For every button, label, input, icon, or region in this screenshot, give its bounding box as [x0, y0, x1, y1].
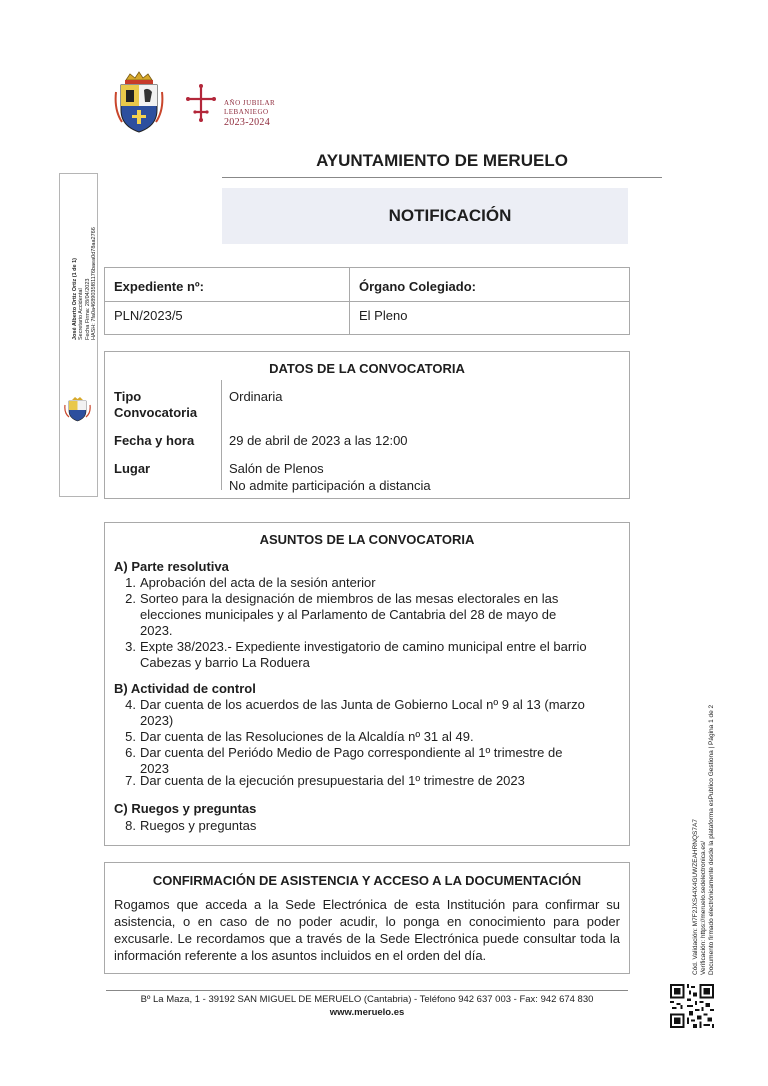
agenda-item-text: Expte 38/2023.- Expediente investigatorio de camino municipal entre el barrio	[140, 639, 587, 654]
agenda-item-number: 1.	[125, 575, 136, 590]
agenda-item-number: 7.	[125, 773, 136, 788]
town-title: AYUNTAMIENTO DE MERUELO	[316, 151, 568, 170]
agenda-item	[120, 575, 620, 591]
agenda-item-text: Dar cuenta de las Resoluciones de la Alcaldía nº 31 al 49.	[140, 729, 474, 744]
expediente-table	[104, 267, 630, 335]
confirmation-title: CONFIRMACIÓN DE ASISTENCIA Y ACCESO A LA DOCUMENTACIÓN	[152, 873, 582, 888]
agenda-item-text: Aprobación del acta de la sesión anterior	[140, 575, 376, 590]
lugar-value-line-1: Salón de Plenos	[229, 461, 324, 476]
section-heading: C) Ruegos y preguntas	[114, 801, 257, 816]
agenda-item	[120, 729, 620, 745]
agenda-item-number: 5.	[125, 729, 136, 744]
agenda-item-number: 8.	[125, 818, 136, 833]
signature-lines	[72, 227, 98, 340]
agenda-item-text: Ruegos y preguntas	[140, 818, 257, 833]
expediente-label: Expediente nº:	[114, 279, 204, 294]
tipo-value: Ordinaria	[229, 389, 283, 404]
convocatoria-column-divider	[221, 380, 222, 490]
agenda-item-text: 2023.	[140, 623, 173, 638]
confirmation-body: Rogamos que acceda a la Sede Electrónica de esta Institución para confirmar su asistencia, o en caso de no poder acudir, lo ponga en conocimiento para poder excusarle. Le recordamos que a través de la Sede Electrónica puede consultar toda la información referente a los asuntos incluidos en el orden del día.	[114, 897, 620, 963]
expediente-value: PLN/2023/5	[114, 308, 183, 323]
jubilee-line-2: LEBANIEGO	[224, 108, 269, 116]
agenda-item-text: Sorteo para la designación de miembros de las mesas electorales en las	[140, 591, 559, 606]
agenda-item-text: 2023)	[140, 713, 174, 728]
document-type-title: NOTIFICACIÓN	[388, 206, 512, 225]
signer-name: José Alberto Ortiz Ortiz (1 de 1)	[72, 257, 78, 340]
jubilee-cross-icon	[186, 84, 216, 122]
tipo-label-line-1: Tipo	[114, 389, 142, 404]
jubilee-line-1: AÑO JUBILAR	[224, 99, 276, 107]
signature-seal-icon	[64, 396, 91, 422]
agenda-item-text: Dar cuenta de los acuerdos de las Junta de Gobierno Local nº 9 al 13 (marzo	[140, 697, 585, 712]
agenda-item-text: Dar cuenta del Periódo Medio de Pago correspondiente al 1º trimestre de	[140, 745, 563, 760]
fecha-value: 29 de abril de 2023 a las 12:00	[229, 433, 408, 448]
town-coat-of-arms-logo	[114, 70, 164, 136]
jubilee-years: 2023-2024	[224, 117, 271, 128]
agenda-item	[120, 591, 620, 639]
validation-platform: Documento firmado electrónicamente desde la plataforma esPublico Gestiona | Página 1 de 2	[708, 704, 715, 975]
agenda-item-text: Cabezas y barrio La Roduera	[140, 655, 310, 670]
footer-website-link[interactable]: www.meruelo.es	[329, 1007, 405, 1018]
lugar-label: Lugar	[114, 461, 151, 476]
footer-address: Bº La Maza, 1 - 39192 SAN MIGUEL DE MERUELO (Cantabria) - Teléfono 942 637 003 - Fax: 942 674 830	[140, 994, 594, 1005]
agenda-item	[120, 773, 620, 789]
convocatoria-title: DATOS DE LA CONVOCATORIA	[269, 361, 465, 376]
agenda-item-text: elecciones municipales y al Parlamento de Cantabria del 28 de mayo de	[140, 607, 557, 622]
agenda-item-text: Dar cuenta de la ejecución presupuestaria del 1º trimestre de 2023	[140, 773, 525, 788]
qr-code-icon[interactable]	[670, 984, 714, 1028]
validation-code: Cód. Validación: M7F2JXS44X4GUWZEAHRNQS7A7	[692, 819, 699, 975]
validation-lines	[692, 705, 716, 975]
signature-date: Fecha Firma: 28/04/2023	[84, 278, 91, 340]
lugar-value-line-2: No admite participación a distancia	[229, 478, 431, 493]
agenda-item	[120, 697, 620, 729]
lugar-value	[229, 460, 431, 494]
fecha-label: Fecha y hora	[114, 433, 195, 448]
section-heading: B) Actividad de control	[114, 681, 256, 696]
agenda-item-number: 2.	[125, 591, 136, 606]
jubilee-logo-text	[224, 99, 304, 129]
agenda-item-text: 2023	[140, 761, 169, 776]
asuntos-title: ASUNTOS DE LA CONVOCATORIA	[259, 532, 475, 547]
agenda-item	[120, 818, 620, 834]
agenda-item-number: 4.	[125, 697, 136, 712]
signature-hash: HASH: 7fa0a4689035f81176baea0d78aa2766	[91, 227, 98, 340]
signer-role: Secretario Accidental	[78, 288, 85, 340]
footer-divider	[106, 990, 628, 991]
organ-label: Órgano Colegiado:	[359, 279, 476, 294]
header-divider	[222, 177, 662, 178]
expediente-table-divider	[105, 301, 629, 302]
tipo-label-line-2: Convocatoria	[114, 405, 198, 420]
agenda-item-number: 3.	[125, 639, 136, 654]
tipo-label	[114, 389, 197, 421]
agenda-item	[120, 639, 620, 671]
document-type-banner	[222, 188, 628, 244]
organ-value: El Pleno	[359, 308, 408, 323]
section-heading: A) Parte resolutiva	[114, 559, 229, 574]
validation-url: Verificación: https://meruelo.sedelectronica.es/	[700, 840, 707, 975]
agenda-item-number: 6.	[125, 745, 136, 760]
